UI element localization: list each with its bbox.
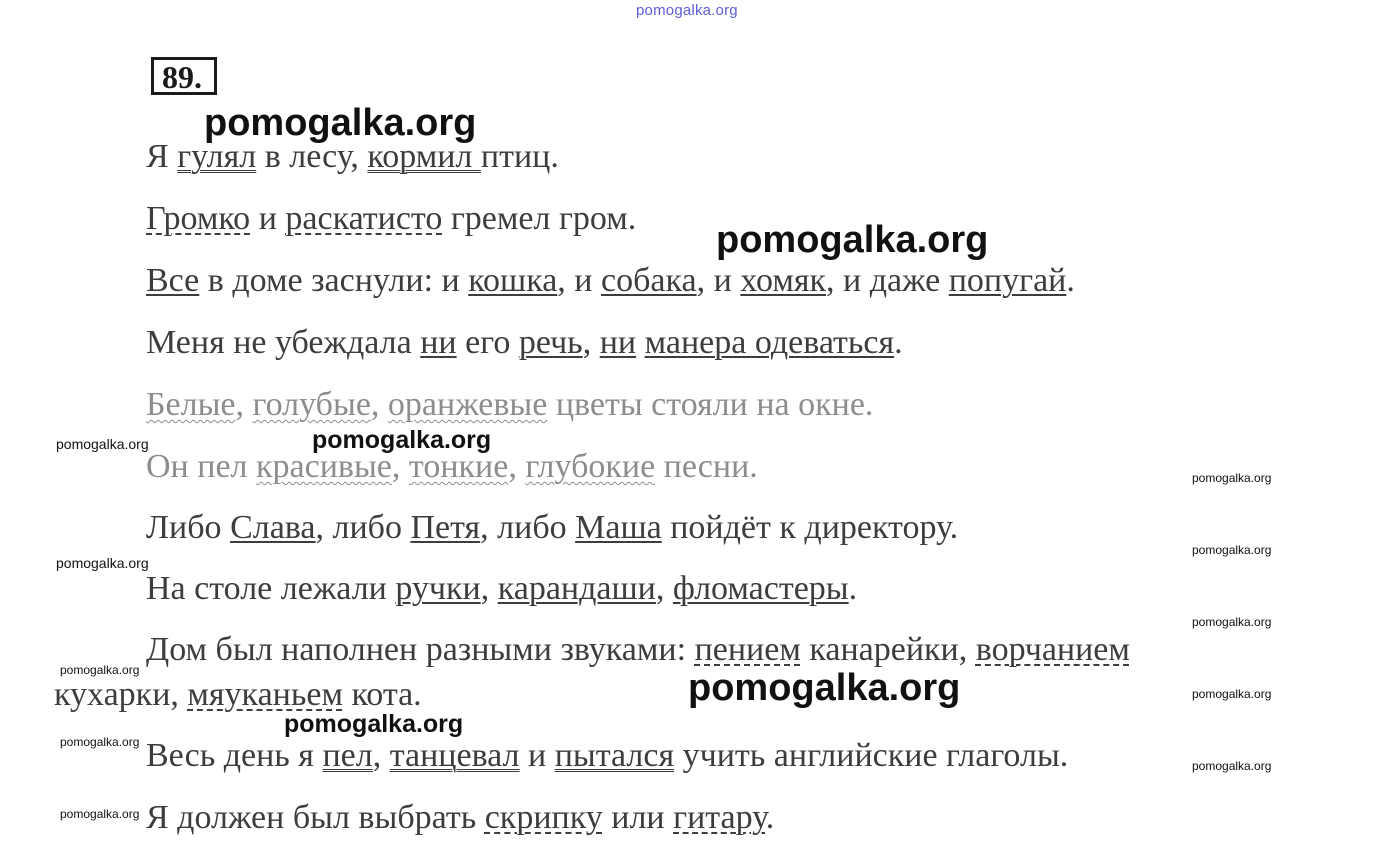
underlined-word: оранжевые: [387, 386, 548, 423]
underlined-word: тонкие: [408, 448, 509, 485]
underlined-word: фломастеры: [672, 570, 849, 607]
underlined-word: голубые: [252, 386, 371, 423]
sentence-text: или: [602, 799, 674, 836]
sentence-text: , либо: [480, 509, 576, 546]
underlined-word: ворчанием: [975, 631, 1130, 668]
sentence-3: [146, 261, 1075, 301]
sentence-text: .: [848, 570, 858, 607]
watermark: pomogalka.org: [688, 667, 961, 709]
sentence-text: ,: [372, 737, 390, 774]
underlined-word: скрипку: [484, 799, 603, 836]
underlined-word: раскатисто: [285, 200, 443, 237]
sentence-text: ,: [391, 448, 409, 485]
watermark: pomogalka.org: [1192, 615, 1272, 629]
sentence-text: птиц.: [480, 138, 559, 175]
underlined-word: Все: [146, 262, 200, 299]
underlined-word: гулял: [177, 138, 257, 175]
sentence-7: [146, 508, 958, 548]
sentence-5: [146, 385, 873, 425]
sentence-text: .: [894, 324, 903, 361]
watermark: pomogalka.org: [716, 219, 989, 261]
sentence-text: и: [519, 737, 555, 774]
underlined-word: карандаши: [497, 570, 656, 607]
underlined-word: Слава: [230, 509, 316, 546]
underlined-word: красивые: [256, 448, 392, 485]
underlined-word: манера одеваться: [644, 324, 895, 361]
underlined-word: кошка: [468, 262, 558, 299]
sentence-text: гремел гром.: [442, 200, 637, 237]
sentence-text: Я должен был выбрать: [146, 799, 485, 836]
exercise-number: 89.: [151, 57, 217, 95]
sentence-text: .: [1066, 262, 1075, 299]
underlined-word: ни: [420, 324, 457, 361]
sentence-9: [146, 630, 1130, 670]
underlined-word: Петя: [410, 509, 481, 546]
underlined-word: кормил: [367, 138, 481, 175]
sentence-text: Дом был наполнен разными звуками:: [146, 631, 695, 668]
underlined-word: мяуканьем: [187, 676, 343, 713]
underlined-word: собака: [601, 262, 697, 299]
sentence-text: Я: [146, 138, 178, 175]
watermark: pomogalka.org: [60, 807, 140, 821]
watermark: pomogalka.org: [56, 436, 149, 452]
sentence-text: , и: [696, 262, 741, 299]
sentence-10: [146, 736, 1068, 776]
sentence-text: кота.: [342, 676, 422, 713]
sentence-text: Либо: [146, 509, 231, 546]
underlined-word: пел: [322, 737, 373, 774]
sentence-text: ,: [370, 386, 388, 423]
sentence-text: пойдёт к директору.: [661, 509, 959, 546]
underlined-word: ручки: [395, 570, 481, 607]
underlined-word: пением: [694, 631, 801, 668]
sentence-text: и: [250, 200, 286, 237]
sentence-text: На столе лежали: [146, 570, 396, 607]
watermark: pomogalka.org: [284, 710, 464, 738]
sentence-text: ,: [508, 448, 526, 485]
underlined-word: речь: [518, 324, 583, 361]
sentence-text: ,: [582, 324, 600, 361]
sentence-text: цветы стояли на окне.: [547, 386, 874, 423]
sentence-text: .: [765, 799, 775, 836]
underlined-word: Белые: [146, 386, 236, 423]
underlined-word: танцевал: [389, 737, 520, 774]
watermark: pomogalka.org: [1192, 543, 1272, 557]
watermark: pomogalka.org: [1192, 759, 1272, 773]
sentence-text: его: [456, 324, 519, 361]
site-link[interactable]: pomogalka.org: [636, 2, 738, 19]
underlined-word: гитару: [673, 799, 766, 836]
sentence-text: , и: [557, 262, 601, 299]
sentence-text: Весь день я: [146, 737, 323, 774]
sentence-text: ,: [655, 570, 673, 607]
sentence-11: [146, 798, 774, 838]
sentence-text: , и даже: [826, 262, 949, 299]
sentence-text: ,: [235, 386, 253, 423]
sentence-text: в лесу,: [256, 138, 368, 175]
underlined-word: Громко: [146, 200, 251, 237]
underlined-word: пытался: [554, 737, 675, 774]
underlined-word: ни: [599, 324, 637, 361]
sentence-text: , либо: [315, 509, 411, 546]
watermark: pomogalka.org: [204, 102, 477, 144]
sentence-text: Он пел: [146, 448, 257, 485]
sentence-text: ,: [480, 570, 498, 607]
sentence-8: [146, 569, 857, 609]
underlined-word: попугай: [948, 262, 1067, 299]
watermark: pomogalka.org: [1192, 471, 1272, 485]
sentence-text: учить английские глаголы.: [674, 737, 1069, 774]
sentence-text: Меня не убеждала: [146, 324, 421, 361]
sentence-text: [636, 324, 645, 361]
watermark: pomogalka.org: [56, 555, 149, 571]
watermark: pomogalka.org: [60, 663, 140, 677]
sentence-text: в доме заснули: и: [199, 262, 469, 299]
sentence-9-continuation: [54, 675, 422, 715]
underlined-word: Маша: [575, 509, 662, 546]
underlined-word: хомяк: [740, 262, 827, 299]
watermark: pomogalka.org: [1192, 687, 1272, 701]
sentence-4: [146, 323, 903, 363]
watermark: pomogalka.org: [312, 426, 492, 454]
sentence-text: кухарки,: [54, 676, 188, 713]
underlined-word: глубокие: [525, 448, 656, 485]
watermark: pomogalka.org: [60, 735, 140, 749]
sentence-2: [146, 199, 636, 239]
sentence-text: канарейки,: [800, 631, 976, 668]
sentence-text: песни.: [655, 448, 758, 485]
